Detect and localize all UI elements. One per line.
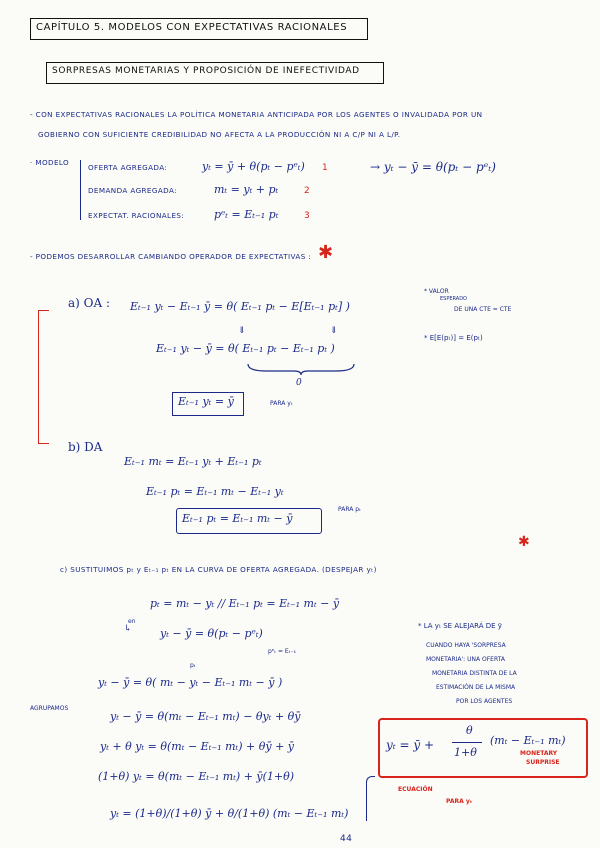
note-line: ESTIMACIÓN DE LA MISMA <box>436 684 516 691</box>
part-b-label: b) DA <box>68 440 103 454</box>
note-line: POR LOS AGENTES <box>456 698 513 705</box>
model-row-eq: yₜ = ȳ + θ(pₜ − pᵉₜ) <box>202 160 305 173</box>
model-brace <box>80 160 84 220</box>
part-c-eq4: yₜ + θ yₜ = θ(mₜ − Eₜ₋₁ mₜ) + θȳ + ȳ <box>100 740 295 753</box>
part-c-label: c) SUSTITUIMOS pₜ y Eₜ₋₁ pₜ EN LA CURVA DE OFERTA AGREGADA. (DESPEJAR yₜ) <box>60 565 377 574</box>
model-row-name: EXPECTAT. RACIONALES: <box>88 211 185 220</box>
part-a-eq1: Eₜ₋₁ yₜ − Eₜ₋₁ ȳ = θ( Eₜ₋₁ pₜ − E[Eₜ₋₁ pₜ] ) <box>130 300 350 313</box>
part-a-zero: 0 <box>296 378 302 388</box>
part-b-boxed-note: PARA pₜ <box>338 506 361 513</box>
part-b-boxed-eq: Eₜ₋₁ pₜ = Eₜ₋₁ mₜ − ȳ <box>182 512 293 525</box>
final-num: θ <box>466 724 473 737</box>
part-a-boxed-note: PARA yₜ <box>270 400 293 407</box>
implies-icon: ⇓ <box>238 326 246 336</box>
model-label: · MODELO <box>30 158 70 167</box>
part-c-over-pt: pₜ <box>190 662 196 669</box>
part-c-eq1: yₜ − ȳ = θ(pₜ − pᵉₜ) <box>160 627 263 640</box>
note-line: MONETARIA': UNA OFERTA <box>426 656 505 663</box>
side-note-line: * VALOR <box>424 288 449 295</box>
model-row-num: 2 <box>304 186 311 196</box>
fraction-bar <box>452 742 482 743</box>
final-label-surprise: SURPRISE <box>526 759 560 766</box>
asterisk-icon: ✱ <box>318 242 334 263</box>
part-a-label: a) OA : <box>68 296 111 310</box>
final-lhs: yₜ = ȳ + <box>386 738 435 752</box>
note-line: MONETARIA DISTINTA DE LA <box>432 670 517 677</box>
part-c-eq0: pₜ = mₜ − yₜ // Eₜ₋₁ pₜ = Eₜ₋₁ mₜ − ȳ <box>150 597 340 610</box>
model-row-eq: pᵉₜ = Eₜ₋₁ pₜ <box>214 208 279 221</box>
part-c-over-pet: pᵉₜ = Eₜ₋₁ <box>268 648 297 655</box>
note-line: * LA yₜ SE ALEJARÁ DE ȳ <box>418 622 502 630</box>
section-title: SORPRESAS MONETARIAS Y PROPOSICIÓN DE INEFECTIVIDAD <box>52 66 360 76</box>
page-number: 44 <box>340 834 353 844</box>
note-line: CUANDO HAYA 'SORPRESA <box>426 642 506 649</box>
final-den: 1+θ <box>454 746 477 759</box>
intro-line-1: - CON EXPECTATIVAS RACIONALES LA POLÍTICA MONETARIA ANTICIPADA POR LOS AGENTES O INVALIDADA POR UN <box>30 110 483 119</box>
model-row-eq: mₜ = yₜ + pₜ <box>214 183 279 196</box>
ecuacion-label-2: PARA yₜ <box>446 798 473 805</box>
chapter-title: CAPÍTULO 5. MODELOS CON EXPECTATIVAS RACIONALES <box>36 22 348 33</box>
part-c-eq6: yₜ = (1+θ)/(1+θ) ȳ + θ/(1+θ) (mₜ − Eₜ₋₁ mₜ) <box>110 807 349 820</box>
side-note-line: ESPERADO <box>440 296 467 302</box>
return-arrow-icon: ↳ <box>124 624 132 634</box>
red-bracket <box>38 310 49 444</box>
part-a-eq2: Eₜ₋₁ yₜ − ȳ = θ( Eₜ₋₁ pₜ − Eₜ₋₁ pₜ ) <box>156 342 335 355</box>
part-c-eq2: yₜ − ȳ = θ( mₜ − yₜ − Eₜ₋₁ mₜ − ȳ ) <box>98 676 283 689</box>
part-c-agrupamos: AGRUPAMOS <box>30 705 69 712</box>
part-b-eq2: Eₜ₋₁ pₜ = Eₜ₋₁ mₜ − Eₜ₋₁ yₜ <box>146 485 284 498</box>
ecuacion-label: ECUACIÓN <box>398 786 433 793</box>
operator-note: - PODEMOS DESARROLLAR CAMBIANDO OPERADOR DE EXPECTATIVAS : <box>30 252 312 261</box>
final-label-monetary: MONETARY <box>520 750 558 757</box>
model-arrow-eq: → yₜ − ȳ = θ(pₜ − pᵉₜ) <box>370 160 496 174</box>
connector-bracket <box>366 776 375 821</box>
underbrace <box>246 362 356 376</box>
model-row-name: DEMANDA AGREGADA: <box>88 186 177 195</box>
side-note-expectation: * E[E(pₜ)] = E(pₜ) <box>424 334 483 342</box>
implies-icon: ⇓ <box>330 326 338 336</box>
part-c-en: en <box>128 618 136 625</box>
part-c-eq5: (1+θ) yₜ = θ(mₜ − Eₜ₋₁ mₜ) + ȳ(1+θ) <box>98 770 295 783</box>
intro-line-2: GOBIERNO CON SUFICIENTE CREDIBILIDAD NO AFECTA A LA PRODUCCIÓN NI A C/P NI A L/P. <box>38 130 401 139</box>
model-row-num: 1 <box>322 163 329 173</box>
part-b-eq1: Eₜ₋₁ mₜ = Eₜ₋₁ yₜ + Eₜ₋₁ pₜ <box>124 455 262 468</box>
model-row-num: 3 <box>304 211 311 221</box>
final-paren: (mₜ − Eₜ₋₁ mₜ) <box>490 734 566 747</box>
model-row-name: OFERTA AGREGADA: <box>88 163 168 172</box>
part-c-eq3: yₜ − ȳ = θ(mₜ − Eₜ₋₁ mₜ) − θyₜ + θȳ <box>110 710 301 723</box>
side-note-line: DE UNA CTE = CTE <box>454 306 512 313</box>
part-a-boxed-eq: Eₜ₋₁ yₜ = ȳ <box>178 395 234 408</box>
asterisk-icon: ✱ <box>518 534 530 550</box>
